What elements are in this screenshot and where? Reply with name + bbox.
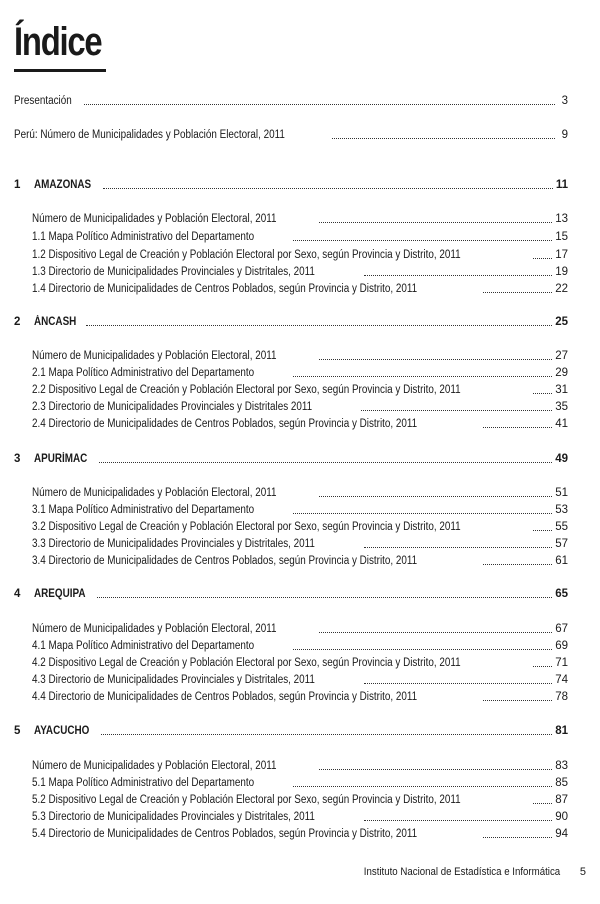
section-number: 4 — [14, 588, 21, 600]
toc-entry[interactable] — [32, 535, 568, 551]
toc-entry-label: 4.1 Mapa Político Administrativo del Departamento — [32, 640, 255, 652]
toc-entry-page: 11 — [555, 179, 568, 191]
toc-section-heading[interactable] — [14, 722, 568, 738]
toc-entry[interactable] — [32, 484, 568, 500]
toc-entry[interactable] — [32, 381, 568, 397]
leader-dots — [364, 547, 552, 548]
toc-entry-label: 2.4 Directorio de Municipalidades de Centros Poblados, según Provincia y Distrito, 2011 — [32, 418, 418, 430]
toc-entry-page: 31 — [555, 384, 568, 396]
toc-entry-page: 55 — [555, 521, 568, 533]
toc-entry-page: 83 — [555, 760, 568, 772]
toc-entry-label: Número de Municipalidades y Población Electoral, 2011 — [32, 623, 277, 635]
leader-dots — [293, 513, 552, 514]
toc-entry-label: 3.1 Mapa Político Administrativo del Departamento — [32, 504, 255, 516]
toc-entry-label: 1.4 Directorio de Municipalidades de Centros Poblados, según Provincia y Distrito, 2011 — [32, 283, 418, 295]
toc-entry-page: 61 — [555, 555, 568, 567]
toc-entry-page: 71 — [555, 657, 568, 669]
toc-entry-label: 4.3 Directorio de Municipalidades Provinciales y Distritales, 2011 — [32, 674, 315, 686]
toc-entry[interactable] — [32, 791, 568, 807]
leader-dots — [101, 734, 552, 735]
toc-entry[interactable] — [32, 518, 568, 534]
toc-entry[interactable] — [32, 364, 568, 380]
toc-entry-label: 1.1 Mapa Político Administrativo del Departamento — [32, 231, 255, 243]
toc-entry[interactable] — [32, 347, 568, 363]
section-label: APURÍMAC — [34, 453, 88, 465]
leader-dots — [483, 700, 552, 701]
toc-entry-label: Número de Municipalidades y Población Electoral, 2011 — [32, 487, 277, 499]
toc-entry[interactable] — [32, 398, 568, 414]
leader-dots — [293, 786, 552, 787]
leader-dots — [533, 666, 552, 667]
toc-entry-label: 3.2 Dispositivo Legal de Creación y Población Electoral por Sexo, según Provincia y Distrito, 2011 — [32, 521, 461, 533]
toc-entry-label: Perú: Número de Municipalidades y Población Electoral, 2011 — [14, 129, 285, 141]
toc-entry-label: 2.3 Directorio de Municipalidades Provinciales y Distritales 2011 — [32, 401, 313, 413]
leader-dots — [483, 837, 552, 838]
toc-entry-page: 81 — [555, 725, 568, 737]
toc-entry-page: 85 — [555, 777, 568, 789]
leader-dots — [364, 683, 552, 684]
toc-entry-label: 5.3 Directorio de Municipalidades Provinciales y Distritales, 2011 — [32, 811, 315, 823]
leader-dots — [319, 769, 552, 770]
toc-entry-page: 49 — [555, 453, 568, 465]
leader-dots — [293, 376, 552, 377]
leader-dots — [483, 564, 552, 565]
toc-entry[interactable] — [32, 552, 568, 568]
toc-entry-page: 19 — [555, 266, 568, 278]
leader-dots — [293, 240, 552, 241]
toc-entry[interactable] — [32, 637, 568, 653]
leader-dots — [86, 325, 552, 326]
section-number: 3 — [14, 453, 21, 465]
leader-dots — [319, 632, 552, 633]
leader-dots — [319, 496, 552, 497]
leader-dots — [364, 275, 552, 276]
leader-dots — [361, 410, 552, 411]
toc-entry-page: 78 — [555, 691, 568, 703]
toc-entry[interactable] — [32, 620, 568, 636]
toc-section-heading[interactable] — [14, 313, 568, 329]
toc-entry-label: 3.4 Directorio de Municipalidades de Centros Poblados, según Provincia y Distrito, 2011 — [32, 555, 418, 567]
leader-dots — [533, 803, 552, 804]
toc-entry-label: 4.2 Dispositivo Legal de Creación y Población Electoral por Sexo, según Provincia y Distrito, 2011 — [32, 657, 461, 669]
toc-entry-label: Número de Municipalidades y Población Electoral, 2011 — [32, 760, 277, 772]
toc-entry[interactable] — [32, 757, 568, 773]
toc-entry-page: 3 — [561, 95, 568, 107]
toc-entry-page: 53 — [555, 504, 568, 516]
leader-dots — [319, 359, 552, 360]
leader-dots — [332, 138, 555, 139]
toc-entry-label: 5.2 Dispositivo Legal de Creación y Población Electoral por Sexo, según Provincia y Distrito, 2011 — [32, 794, 461, 806]
leader-dots — [84, 104, 555, 105]
toc-entry[interactable] — [32, 825, 568, 841]
leader-dots — [533, 530, 552, 531]
section-label: AREQUIPA — [34, 588, 86, 600]
toc-entry[interactable] — [14, 92, 568, 108]
toc-entry-page: 67 — [555, 623, 568, 635]
toc-entry-label: Número de Municipalidades y Población Electoral, 2011 — [32, 350, 277, 362]
toc-entry-page: 94 — [555, 828, 568, 840]
leader-dots — [319, 222, 552, 223]
toc-entry-label: 5.1 Mapa Político Administrativo del Departamento — [32, 777, 255, 789]
toc-entry[interactable] — [32, 501, 568, 517]
toc-entry[interactable] — [32, 671, 568, 687]
toc-entry-page: 87 — [555, 794, 568, 806]
page-title: Índice — [14, 20, 102, 64]
toc-entry-page: 57 — [555, 538, 568, 550]
toc-entry-page: 29 — [555, 367, 568, 379]
toc-entry-page: 65 — [555, 588, 568, 600]
toc-entry[interactable] — [32, 228, 568, 244]
toc-entry[interactable] — [32, 210, 568, 226]
toc-section-heading[interactable] — [14, 585, 568, 601]
toc-entry-page: 22 — [555, 283, 568, 295]
toc-entry[interactable] — [32, 808, 568, 824]
leader-dots — [293, 649, 552, 650]
leader-dots — [483, 292, 552, 293]
toc-entry-label: 2.2 Dispositivo Legal de Creación y Población Electoral por Sexo, según Provincia y Distrito, 2011 — [32, 384, 461, 396]
toc-entry-page: 35 — [555, 401, 568, 413]
page-footer — [0, 866, 600, 882]
section-label: AMAZONAS — [34, 179, 92, 191]
toc-entry-page: 51 — [555, 487, 568, 499]
leader-dots — [533, 393, 552, 394]
leader-dots — [533, 258, 552, 259]
toc-entry-page: 13 — [555, 213, 568, 225]
footer-institution: Instituto Nacional de Estadística e Informática — [363, 866, 560, 878]
toc-entry-label: Número de Municipalidades y Población Electoral, 2011 — [32, 213, 277, 225]
toc-entry-page: 90 — [555, 811, 568, 823]
toc-entry-page: 25 — [555, 316, 568, 328]
toc-entry-page: 74 — [555, 674, 568, 686]
footer-page-number: 5 — [579, 866, 586, 878]
section-label: AYACUCHO — [34, 725, 90, 737]
toc-entry-page: 41 — [555, 418, 568, 430]
toc-section-heading[interactable] — [14, 176, 568, 192]
section-number: 5 — [14, 725, 21, 737]
leader-dots — [99, 462, 552, 463]
toc-entry-label: 4.4 Directorio de Municipalidades de Centros Poblados, según Provincia y Distrito, 2011 — [32, 691, 418, 703]
leader-dots — [97, 597, 552, 598]
toc-entry-page: 9 — [561, 129, 568, 141]
toc-section-heading[interactable] — [14, 450, 568, 466]
toc-entry-label: 3.3 Directorio de Municipalidades Provinciales y Distritales, 2011 — [32, 538, 315, 550]
leader-dots — [103, 188, 552, 189]
toc-entry[interactable] — [32, 280, 568, 296]
section-number: 2 — [14, 316, 21, 328]
section-number: 1 — [14, 179, 21, 191]
section-label: ÁNCASH — [34, 316, 77, 328]
toc-entry[interactable] — [32, 654, 568, 670]
toc-entry-page: 69 — [555, 640, 568, 652]
toc-entry[interactable] — [14, 126, 568, 142]
toc-entry[interactable] — [32, 688, 568, 704]
toc-entry-label: 1.2 Dispositivo Legal de Creación y Población Electoral por Sexo, según Provincia y Distrito, 2011 — [32, 249, 461, 261]
toc-entry-label: 1.3 Directorio de Municipalidades Provinciales y Distritales, 2011 — [32, 266, 315, 278]
toc-entry-label: 2.1 Mapa Político Administrativo del Departamento — [32, 367, 255, 379]
toc-entry[interactable] — [32, 246, 568, 262]
toc-entry-page: 15 — [555, 231, 568, 243]
toc-entry-page: 17 — [555, 249, 568, 261]
toc-entry[interactable] — [32, 415, 568, 431]
leader-dots — [364, 820, 552, 821]
toc-entry[interactable] — [32, 263, 568, 279]
toc-entry[interactable] — [32, 774, 568, 790]
toc-entry-label: 5.4 Directorio de Municipalidades de Centros Poblados, según Provincia y Distrito, 2011 — [32, 828, 418, 840]
leader-dots — [483, 427, 552, 428]
toc-entry-page: 27 — [555, 350, 568, 362]
toc-entry-label: Presentación — [14, 95, 72, 107]
